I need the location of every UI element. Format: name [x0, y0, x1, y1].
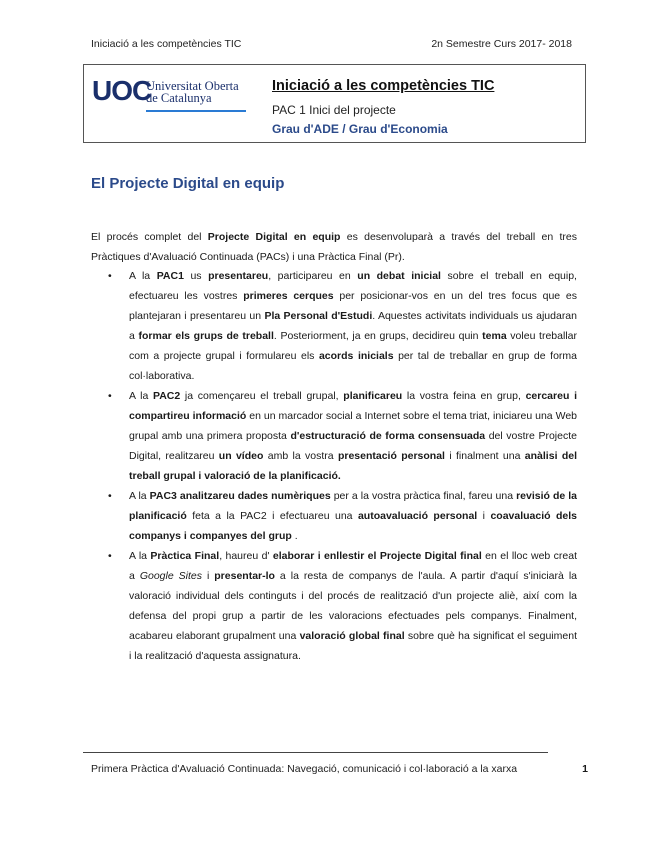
- header-semester: 2n Semestre Curs 2017- 2018: [431, 38, 572, 50]
- list-item: [91, 266, 577, 386]
- footer-divider: [83, 752, 548, 753]
- footer-text: Primera Pràctica d'Avaluació Continuada: Navegació, comunicació i col·laboració a la xarxa: [91, 763, 518, 775]
- list-item: [91, 546, 577, 666]
- uoc-logo-line1: Universitat Oberta: [146, 79, 239, 93]
- pac-list: [91, 266, 577, 666]
- document-subtitle: PAC 1 Inici del projecte: [272, 103, 396, 117]
- list-item: [91, 486, 577, 546]
- list-item-text: A la PAC3 analitzareu dades numèriques per a la vostra pràctica final, fareu una revisió de la planificació feta a la PAC2 i efectuareu una autoavaluació personal i coavaluació dels companys i companyes del grup .: [129, 490, 578, 542]
- bullet-icon: •: [108, 550, 112, 562]
- bullet-icon: •: [108, 490, 112, 502]
- page-header: [91, 38, 572, 50]
- title-box: [83, 64, 586, 143]
- uoc-logo-mark: UOC: [92, 75, 152, 106]
- document-title: Iniciació a les competències TIC: [272, 78, 495, 94]
- list-item-text: A la Pràctica Final, haureu d' elaborar i enllestir el Projecte Digital final en el lloc web creat a Google Sites i presentar-lo a la resta de companys de l'aula. A partir d'aquí s'iniciarà la valoració individual dels continguts i del procés de realització d'un projecte aliè, així com la defensa del propi grup a partir de les valoracions efectuades pels companys. Finalment, acabareu elaborant grupalment una valoració global final sobre què ha significat el seguiment i la realització d'aquesta assignatura.: [129, 550, 577, 662]
- section-title: El Projecte Digital en equip: [91, 175, 285, 192]
- list-item-text: A la PAC2 ja començareu el treball grupal, planificareu la vostra feina en grup, cercareu i compartireu informació en un marcador social a Internet sobre el tema triat, iniciareu una Web grupal amb una primera proposta d'estructuració de forma consensuada del vostre Projecte Digital, realitzareu un vídeo amb la vostra presentació personal i finalment una anàlisi del treball grupal i valoració de la planificació.: [129, 390, 577, 482]
- bullet-icon: •: [108, 390, 112, 402]
- uoc-logo-text: [146, 80, 239, 104]
- uoc-logo-underline: [146, 110, 246, 112]
- list-item: [91, 386, 577, 486]
- uoc-logo-line2: de Catalunya: [146, 91, 212, 105]
- intro-paragraph: El procés complet del Projecte Digital en equip es desenvoluparà a través del treball en tres Pràctiques d'Avaluació Continuada (PACs) i una Pràctica Final (Pr).: [91, 230, 577, 263]
- list-item-text: A la PAC1 us presentareu, participareu en un debat inicial sobre el treball en equip, efectuareu les vostres primeres cerques per posicionar-vos en un del tres focus que es plantejaran i presentareu un Pla Personal d'Estudi. Aquestes activitats individuals us ajudaran a formar els grups de treball. Posteriorment, ja en grups, decidireu quin tema voleu treballar com a projecte grupal i formulareu els acords inicials per tal de treballar en grup de forma col·laborativa.: [129, 270, 577, 382]
- bullet-icon: •: [108, 270, 112, 282]
- degree-label: Grau d'ADE / Grau d'Economia: [272, 122, 448, 136]
- page-number: 1: [582, 763, 588, 775]
- header-course-title: Iniciació a les competències TIC: [91, 38, 242, 50]
- uoc-logo: [92, 76, 252, 116]
